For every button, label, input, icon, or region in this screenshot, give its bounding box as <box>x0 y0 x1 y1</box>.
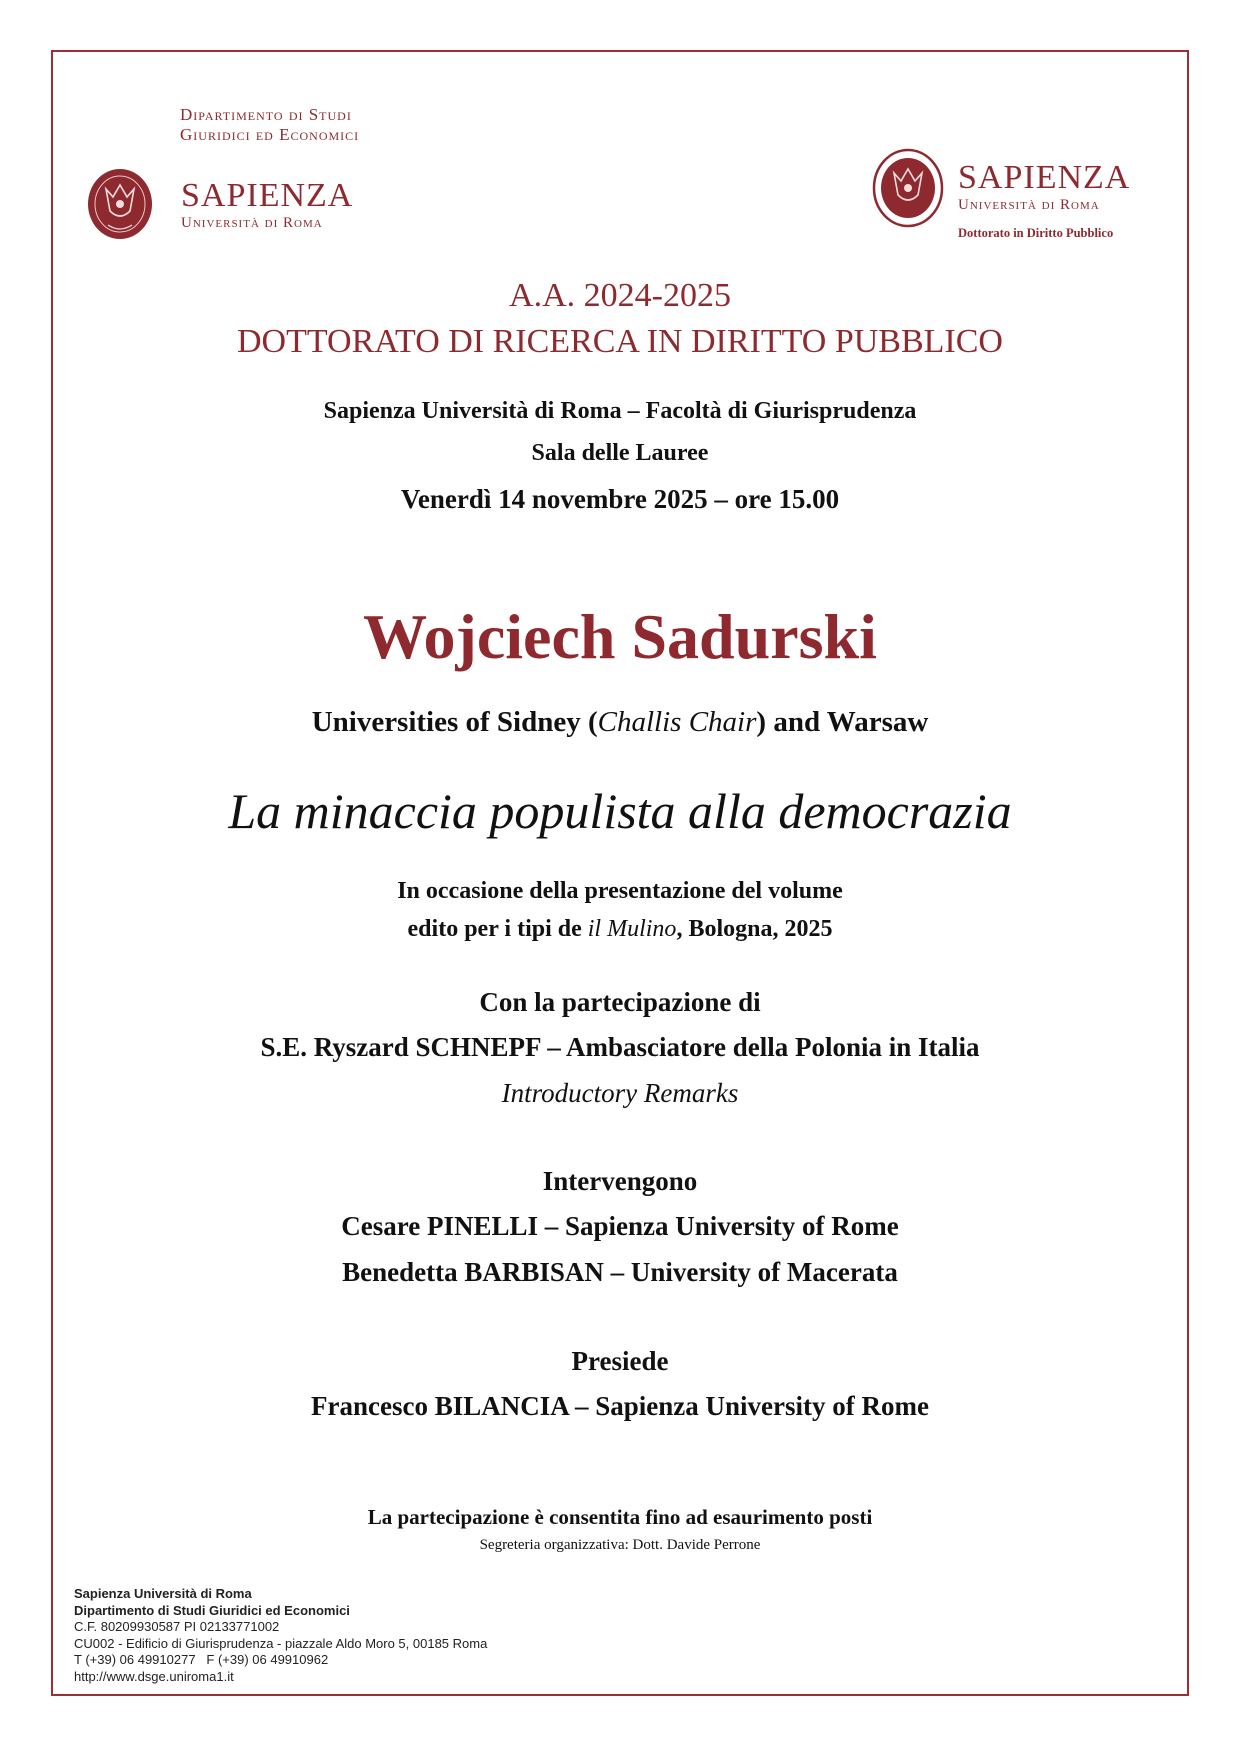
secretariat-note: Segreteria organizzativa: Dott. Davide Perrone <box>479 1537 761 1553</box>
footer-tax-ids: C.F. 80209930587 PI 02133771002 <box>74 1619 280 1634</box>
logo-right-text <box>958 160 1130 241</box>
chair-heading: Presiede <box>571 1346 669 1376</box>
footer-university: Sapienza Università di Roma <box>74 1586 252 1601</box>
occasion-suffix: , Bologna, 2025 <box>676 916 833 942</box>
department-name <box>180 105 359 145</box>
sapienza-seal-left <box>86 167 154 241</box>
guest-role: Introductory Remarks <box>501 1078 739 1108</box>
program-title: DOTTORATO DI RICERCA IN DIRITTO PUBBLICO <box>237 323 1003 360</box>
footer-website[interactable]: http://www.dsge.uniroma1.it <box>74 1668 234 1684</box>
department-line-1: Dipartimento di Studi <box>180 105 352 124</box>
occasion-line-1: In occasione della presentazione del volume <box>397 878 843 904</box>
speaker-item-2: Benedetta BARBISAN – University of Macerata <box>342 1257 898 1287</box>
logo-left-subtitle: Università di Roma <box>181 215 323 231</box>
footer-address <box>74 1586 487 1685</box>
footer-building: CU002 - Edificio di Giurisprudenza - piazzale Aldo Moro 5, 00185 Roma <box>74 1635 488 1651</box>
venue-line-1: Sapienza Università di Roma – Facoltà di Giurisprudenza <box>323 398 917 424</box>
occasion-prefix: edito per i tipi de <box>407 916 588 942</box>
venue-line-2: Sala delle Lauree <box>531 440 709 466</box>
affiliation-prefix: Universities of Sidney ( <box>311 706 598 738</box>
speakers-heading: Intervengono <box>542 1166 698 1196</box>
footer-department: Dipartimento di Studi Giuridici ed Economici <box>74 1602 350 1618</box>
occasion-line-2 <box>0 914 1240 944</box>
speaker-name: Wojciech Sadurski <box>363 601 877 672</box>
speaker-item-1: Cesare PINELLI – Sapienza University of Rome <box>341 1211 899 1241</box>
logo-right-name: SAPIENZA <box>958 159 1131 196</box>
doctorate-program-label: Dottorato in Diritto Pubblico <box>958 226 1114 240</box>
footer-phone-fax: T (+39) 06 49910277 F (+39) 06 49910962 <box>74 1652 329 1667</box>
affiliation-chair: Challis Chair <box>597 706 757 738</box>
logo-right-subtitle: Università di Roma <box>958 197 1100 213</box>
event-date-time: Venerdì 14 novembre 2025 – ore 15.00 <box>400 484 840 514</box>
affiliation-suffix: ) and Warsaw <box>756 706 929 738</box>
sapienza-seal-right <box>872 148 944 228</box>
chair-name: Francesco BILANCIA – Sapienza University of Rome <box>311 1391 929 1421</box>
publisher-name: il Mulino <box>587 916 677 942</box>
logo-left-text <box>181 178 353 232</box>
talk-title: La minaccia populista alla democrazia <box>228 783 1012 839</box>
academic-year: A.A. 2024-2025 <box>509 277 731 314</box>
department-line-2: Giuridici ed Economici <box>180 125 360 144</box>
participation-heading: Con la partecipazione di <box>479 987 761 1017</box>
seats-note: La partecipazione è consentita fino ad esaurimento posti <box>367 1505 873 1529</box>
speaker-affiliation <box>0 704 1240 740</box>
logo-left-name: SAPIENZA <box>181 177 354 214</box>
guest-ambassador: S.E. Ryszard SCHNEPF – Ambasciatore della Polonia in Italia <box>260 1032 980 1062</box>
